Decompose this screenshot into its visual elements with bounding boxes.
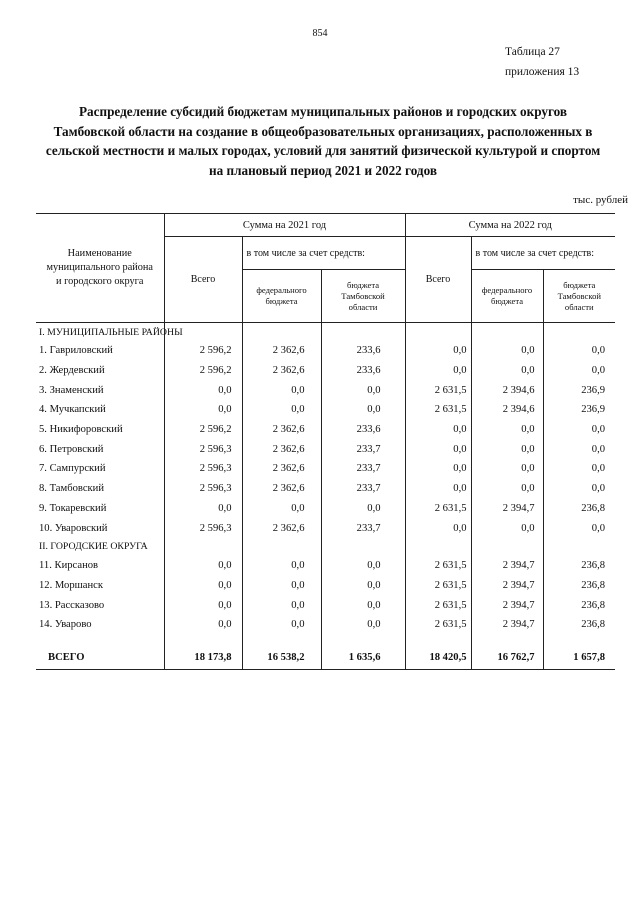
- value-cell: 233,7: [321, 459, 405, 479]
- grand-total-value: 1 657,8: [543, 647, 615, 670]
- value-cell: 0,0: [164, 380, 242, 400]
- header-name-line: муниципального района: [46, 262, 154, 273]
- municipality-name: 9. Токаревский: [36, 499, 164, 519]
- value-cell: 0,0: [242, 576, 321, 596]
- header-total-2021: Всего: [164, 237, 242, 323]
- value-cell: 0,0: [405, 439, 471, 459]
- value-cell: 2 596,2: [164, 341, 242, 361]
- header-including-2022: в том числе за счет средств:: [471, 237, 615, 270]
- empty-cell: [36, 635, 164, 647]
- value-cell: 2 394,6: [471, 400, 543, 420]
- value-cell: 233,7: [321, 479, 405, 499]
- value-cell: 2 631,5: [405, 576, 471, 596]
- value-cell: 2 362,6: [242, 459, 321, 479]
- value-cell: 2 362,6: [242, 420, 321, 440]
- section-row: [36, 538, 615, 556]
- value-cell: 0,0: [321, 595, 405, 615]
- value-cell: 0,0: [164, 595, 242, 615]
- empty-cell: [242, 635, 321, 647]
- municipality-name: 13. Рассказово: [36, 595, 164, 615]
- value-cell: 2 394,6: [471, 380, 543, 400]
- table-row: [36, 420, 615, 440]
- table-row: [36, 439, 615, 459]
- table-row: [36, 556, 615, 576]
- value-cell: 2 394,7: [471, 595, 543, 615]
- grand-total-label: ВСЕГО: [36, 647, 164, 670]
- title-line: на плановый период 2021 и 2022 годов: [209, 162, 437, 178]
- table-body: [36, 323, 615, 670]
- municipality-name: 10. Уваровский: [36, 518, 164, 538]
- value-cell: 2 362,6: [242, 361, 321, 381]
- value-cell: 0,0: [405, 361, 471, 381]
- table-row: [36, 479, 615, 499]
- value-cell: 236,9: [543, 400, 615, 420]
- value-cell: 2 631,5: [405, 499, 471, 519]
- value-cell: 236,8: [543, 499, 615, 519]
- header-federal-line: федерального: [481, 285, 533, 295]
- header-regional-line: бюджета: [346, 279, 380, 290]
- municipality-name: 6. Петровский: [36, 439, 164, 459]
- municipality-name: 2. Жердевский: [36, 361, 164, 381]
- table-row: [36, 380, 615, 400]
- header-federal-line: бюджета: [265, 296, 298, 306]
- value-cell: 2 631,5: [405, 595, 471, 615]
- value-cell: 0,0: [405, 479, 471, 499]
- grand-total-row: [36, 647, 615, 670]
- header-federal-2021: [242, 270, 321, 323]
- value-cell: 0,0: [471, 518, 543, 538]
- empty-cell: [405, 538, 471, 556]
- empty-cell: [471, 635, 543, 647]
- header-regional-2021: [321, 270, 405, 323]
- empty-cell: [405, 635, 471, 647]
- value-cell: 2 596,2: [164, 420, 242, 440]
- value-cell: 0,0: [543, 459, 615, 479]
- value-cell: 0,0: [471, 420, 543, 440]
- header-federal-line: федерального: [256, 285, 307, 295]
- municipality-name: 4. Мучкапский: [36, 400, 164, 420]
- empty-cell: [321, 538, 405, 556]
- empty-cell: [321, 323, 405, 342]
- value-cell: 0,0: [543, 361, 615, 381]
- header-name-column: [36, 214, 164, 323]
- value-cell: 0,0: [405, 341, 471, 361]
- empty-cell: [321, 635, 405, 647]
- empty-cell: [164, 635, 242, 647]
- empty-cell: [242, 538, 321, 556]
- value-cell: 0,0: [321, 400, 405, 420]
- value-cell: 2 631,5: [405, 556, 471, 576]
- value-cell: 2 394,7: [471, 499, 543, 519]
- header-federal-line: бюджета: [490, 296, 524, 306]
- table-row: [36, 615, 615, 635]
- value-cell: 0,0: [242, 499, 321, 519]
- section-label: II. ГОРОДСКИЕ ОКРУГА: [36, 538, 164, 556]
- value-cell: 233,6: [321, 420, 405, 440]
- table-row: [36, 341, 615, 361]
- header-regional-line: области: [564, 301, 594, 312]
- value-cell: 2 394,7: [471, 556, 543, 576]
- municipality-name: 1. Гавриловский: [36, 341, 164, 361]
- value-cell: 233,6: [321, 341, 405, 361]
- value-cell: 2 631,5: [405, 380, 471, 400]
- value-cell: 0,0: [405, 518, 471, 538]
- title-line: Распределение субсидий бюджетам муниципальных районов и городских округов: [78, 104, 568, 119]
- value-cell: 2 631,5: [405, 400, 471, 420]
- table-row: [36, 400, 615, 420]
- table-row: [36, 576, 615, 596]
- value-cell: 0,0: [242, 400, 321, 420]
- value-cell: 0,0: [164, 615, 242, 635]
- value-cell: 233,7: [321, 439, 405, 459]
- header-regional-line: Тамбовской: [341, 290, 385, 301]
- section-row: [36, 323, 615, 342]
- table-row: [36, 595, 615, 615]
- municipality-name: 11. Кирсанов: [36, 556, 164, 576]
- value-cell: 0,0: [242, 380, 321, 400]
- value-cell: 0,0: [242, 595, 321, 615]
- header-including-2021: в том числе за счет средств:: [242, 237, 405, 270]
- value-cell: 236,9: [543, 380, 615, 400]
- value-cell: 236,8: [543, 576, 615, 596]
- empty-cell: [471, 323, 543, 342]
- value-cell: 0,0: [321, 615, 405, 635]
- value-cell: 236,8: [543, 595, 615, 615]
- header-total-2022: Всего: [405, 237, 471, 323]
- header-year-2021: Сумма на 2021 год: [164, 214, 405, 237]
- value-cell: 236,8: [543, 556, 615, 576]
- header-regional-line: Тамбовской: [557, 290, 601, 301]
- value-cell: 0,0: [543, 439, 615, 459]
- header-regional-line: области: [348, 301, 378, 312]
- empty-cell: [543, 538, 615, 556]
- value-cell: 0,0: [242, 556, 321, 576]
- table-reference-line1: Таблица 27: [505, 46, 560, 58]
- value-cell: 2 362,6: [242, 439, 321, 459]
- value-cell: 0,0: [471, 439, 543, 459]
- title-line: Тамбовской области на создание в общеобразовательных организациях, расположенных в: [53, 123, 593, 139]
- municipality-name: 12. Моршанск: [36, 576, 164, 596]
- page-number: 854: [312, 28, 328, 39]
- value-cell: 0,0: [321, 576, 405, 596]
- value-cell: 233,6: [321, 361, 405, 381]
- empty-cell: [471, 538, 543, 556]
- spacer-row: [36, 635, 615, 647]
- section-label: I. МУНИЦИПАЛЬНЫЕ РАЙОНЫ: [36, 323, 164, 342]
- value-cell: 233,7: [321, 518, 405, 538]
- title-line: сельской местности и малых городах, условий для занятий физической культурой и спортом: [45, 143, 601, 158]
- table-row: [36, 361, 615, 381]
- document-title: [28, 102, 618, 180]
- value-cell: 0,0: [405, 459, 471, 479]
- value-cell: 2 596,3: [164, 459, 242, 479]
- header-year-2022: Сумма на 2022 год: [405, 214, 615, 237]
- table-reference-line2: приложения 13: [505, 66, 580, 78]
- grand-total-value: 1 635,6: [321, 647, 405, 670]
- header-name-line: и городского округа: [56, 276, 144, 287]
- table-row: [36, 499, 615, 519]
- value-cell: 0,0: [471, 479, 543, 499]
- unit-label: тыс. рублей: [573, 194, 628, 206]
- table-reference: [505, 42, 579, 82]
- value-cell: 2 394,7: [471, 576, 543, 596]
- value-cell: 0,0: [471, 459, 543, 479]
- empty-cell: [405, 323, 471, 342]
- value-cell: 0,0: [164, 400, 242, 420]
- value-cell: 0,0: [164, 576, 242, 596]
- municipality-name: 8. Тамбовский: [36, 479, 164, 499]
- header-regional-line: бюджета: [563, 279, 596, 290]
- empty-cell: [242, 323, 321, 342]
- table-header: [36, 214, 615, 323]
- value-cell: 2 394,7: [471, 615, 543, 635]
- value-cell: 0,0: [242, 615, 321, 635]
- empty-cell: [543, 635, 615, 647]
- municipality-name: 3. Знаменский: [36, 380, 164, 400]
- empty-cell: [543, 323, 615, 342]
- municipality-name: 7. Сампурский: [36, 459, 164, 479]
- grand-total-value: 18 173,8: [164, 647, 242, 670]
- value-cell: 2 631,5: [405, 615, 471, 635]
- header-regional-2022: [543, 270, 615, 323]
- value-cell: 2 596,3: [164, 518, 242, 538]
- value-cell: 0,0: [471, 361, 543, 381]
- grand-total-value: 16 538,2: [242, 647, 321, 670]
- header-federal-2022: [471, 270, 543, 323]
- municipality-name: 5. Никифоровский: [36, 420, 164, 440]
- value-cell: 2 596,3: [164, 439, 242, 459]
- subsidy-table: [36, 213, 615, 670]
- value-cell: 2 596,3: [164, 479, 242, 499]
- value-cell: 0,0: [543, 479, 615, 499]
- value-cell: 2 362,6: [242, 518, 321, 538]
- table-row: [36, 459, 615, 479]
- value-cell: 2 362,6: [242, 479, 321, 499]
- value-cell: 0,0: [405, 420, 471, 440]
- value-cell: 0,0: [164, 556, 242, 576]
- grand-total-value: 18 420,5: [405, 647, 471, 670]
- municipality-name: 14. Уварово: [36, 615, 164, 635]
- value-cell: 0,0: [543, 518, 615, 538]
- empty-cell: [164, 538, 242, 556]
- table-row: [36, 518, 615, 538]
- value-cell: 0,0: [164, 499, 242, 519]
- value-cell: 0,0: [543, 341, 615, 361]
- value-cell: 0,0: [321, 556, 405, 576]
- header-name-line: Наименование: [67, 248, 132, 259]
- value-cell: 236,8: [543, 615, 615, 635]
- value-cell: 0,0: [321, 499, 405, 519]
- grand-total-value: 16 762,7: [471, 647, 543, 670]
- value-cell: 0,0: [471, 341, 543, 361]
- value-cell: 0,0: [543, 420, 615, 440]
- value-cell: 2 362,6: [242, 341, 321, 361]
- value-cell: 0,0: [321, 380, 405, 400]
- value-cell: 2 596,2: [164, 361, 242, 381]
